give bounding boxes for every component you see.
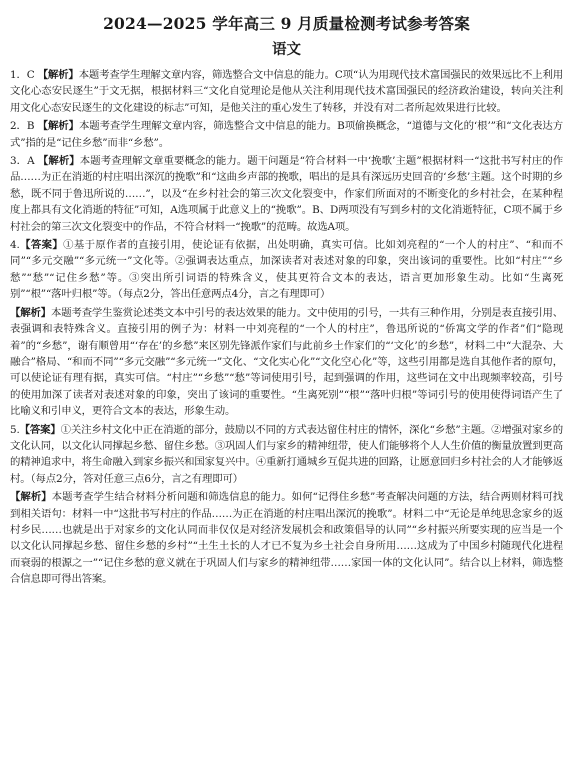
item-label: 【解析】 [37, 120, 79, 133]
answer-item [10, 237, 563, 303]
item-number: 4. [10, 239, 20, 252]
item-text: 本题考查学生结合材料分析问题和筛选信息的能力。如何“记得住乡愁”考查解决问题的方法，结合两则材料可找到相关语句：材料一中“这批书写村庄的作品……为正在消逝的村庄唱出深沉的挽歌”。材料二中“无论是单纯思念家乡的返村乡民……也就是出于对家乡的文化认同而非仅仅是对经济发展机会和政策倡导的认同”“乡村振兴所要实现的应当是一个以文化认同撑起乡愁、留住乡愁的乡村”“土生土长的人才已不复为乡土社会自身所用……这成为了中国乡村随现代化进程而衰弱的根源之一”“记住乡愁的意义就在于巩固人们与家乡的精神纽带……家国一体的文化认同”。结合以上材料，筛选整合信息即可得出答案。 [10, 491, 563, 586]
item-text: ①关注乡村文化中正在消逝的部分，鼓励以不同的方式表达留住村庄的情怀，深化“乡愁”主题。②增强对家乡的文化认同，以文化认同撑起乡愁、留住乡愁。③巩固人们与家乡的精神纽带，使人们能够将个人人生价值的衡量放置到更高的精神追求中，将生命融入到家乡振兴和国家复兴中。④重新打通城乡互促共进的回路，让愿意回归乡村社会的人才能够返村。（每点2分，答对任意三点6分，言之有理即可） [10, 423, 563, 485]
document-title: 2024—2025 学年高三 9 月质量检测考试参考答案 [103, 14, 470, 33]
item-label: 【解析】 [37, 155, 80, 168]
analysis-item [10, 489, 563, 587]
item-text: 本题考查理解文章重要概念的能力。题干问题是“符合材料一中‘挽歌’主题”根据材料一“这批书写村庄的作品……为正在消逝的村庄唱出深沉的挽歌”和“这曲乡声部的挽歌，唱出的是具有深远历史回音的‘乡愁’主题。这个时期的乡愁，既不同于鲁迅所说的……”，以及“在乡村社会的第三次文化裂变中，作家们所面对的不断变化的乡村社会，在某种程度上都具有文化消逝的特征”可知，A选项属于此意义上的“挽歌”。B、D两项没有写到乡村的文化消逝特征，C项不属于乡村社会的第三次文化裂变中的作品，不符合材料一“挽歌”的范畴。故选A项。 [10, 155, 564, 233]
item-number: 3．A [10, 155, 35, 168]
item-text: ①基于原作者的直接引用，使论证有依据，出处明确，真实可信。比如刘亮程的“一个人的村庄”、“和而不同”“多元交融”“多元统一”文化等。②强调表达重点，加深读者对表述对象的印象，突出该词的重要性。比如“村庄”“乡愁”“愁”“记住乡愁”等。③突出所引词语的特殊含义，使其更符合文本的表达，语言更加形象生动。比如“生离死别”“根”“落叶归根”等。（每点2分，答出任意两点4分，言之有理即可） [10, 239, 564, 301]
answer-item [10, 153, 563, 235]
item-number: 2．B [10, 120, 35, 133]
answer-item [10, 67, 563, 116]
item-label: 【答案】 [19, 239, 64, 252]
item-label: 【答案】 [19, 423, 61, 436]
answer-item [10, 118, 563, 151]
item-label: 【解析】 [10, 306, 51, 319]
item-number: 5. [10, 423, 20, 436]
item-text: 本题考查学生理解文章内容，筛选整合文中信息的能力。C项“认为用现代技术富国强民的效果远比不上利用文化心态安民逐生”于文无据，根据材料三“文化自觉理论是他从关注利用现代技术富国强民的经济政治建设，转向关注利用文化心态安民逐生的文化建设的标志”可知，是他关注的重心发生了转移，并没有对二者所起效果进行比较。 [10, 69, 563, 114]
subject-heading: 语文 [272, 41, 301, 58]
answer-item [10, 422, 563, 488]
item-label: 【解析】 [10, 491, 52, 504]
item-label: 【解析】 [37, 69, 79, 81]
item-text: 本题考查学生理解文章内容，筛选整合文中信息的能力。B项偷换概念，“道德与文化的‘根’”和“文化表达方式”指的是“记住乡愁”而非“乡愁”。 [10, 120, 563, 149]
item-number: 1．C [10, 69, 35, 81]
analysis-item [10, 305, 563, 420]
item-text: 本题考查学生鉴赏论述类文本中引号的表达效果的能力。文中使用的引号，一共有三种作用，分别是表直接引用、表强调和表特殊含义。直接引用的例子为：材料一中刘亮程的“一个人的村庄”，鲁迅所说的“侨寓文学的作者”们“隐现着”的“乡愁”，谢有顺曾用“‘存在’的乡愁”来区别先锋派作家们与此前乡土作家们的“‘文化’的乡愁”，材料二中“大混杂、大融合”格局、“和而不同”“多元交融”“多元统一”文化、“文化实心化”“文化空心化”等，这些引用都是选自其他作者的原句，可以使论证有理有据，真实可信。“村庄”“乡愁”“愁”等词使用引号，起到强调的作用，这些词在文中出现频率较高，引号的使用加深了读者对表述对象的印象，突出了该词的重要性。“生离死别”“根”“落叶归根”等词引号的使用使得词语产生了比喻义和引申义，更符合文本的表达，形象生动。 [10, 306, 563, 418]
